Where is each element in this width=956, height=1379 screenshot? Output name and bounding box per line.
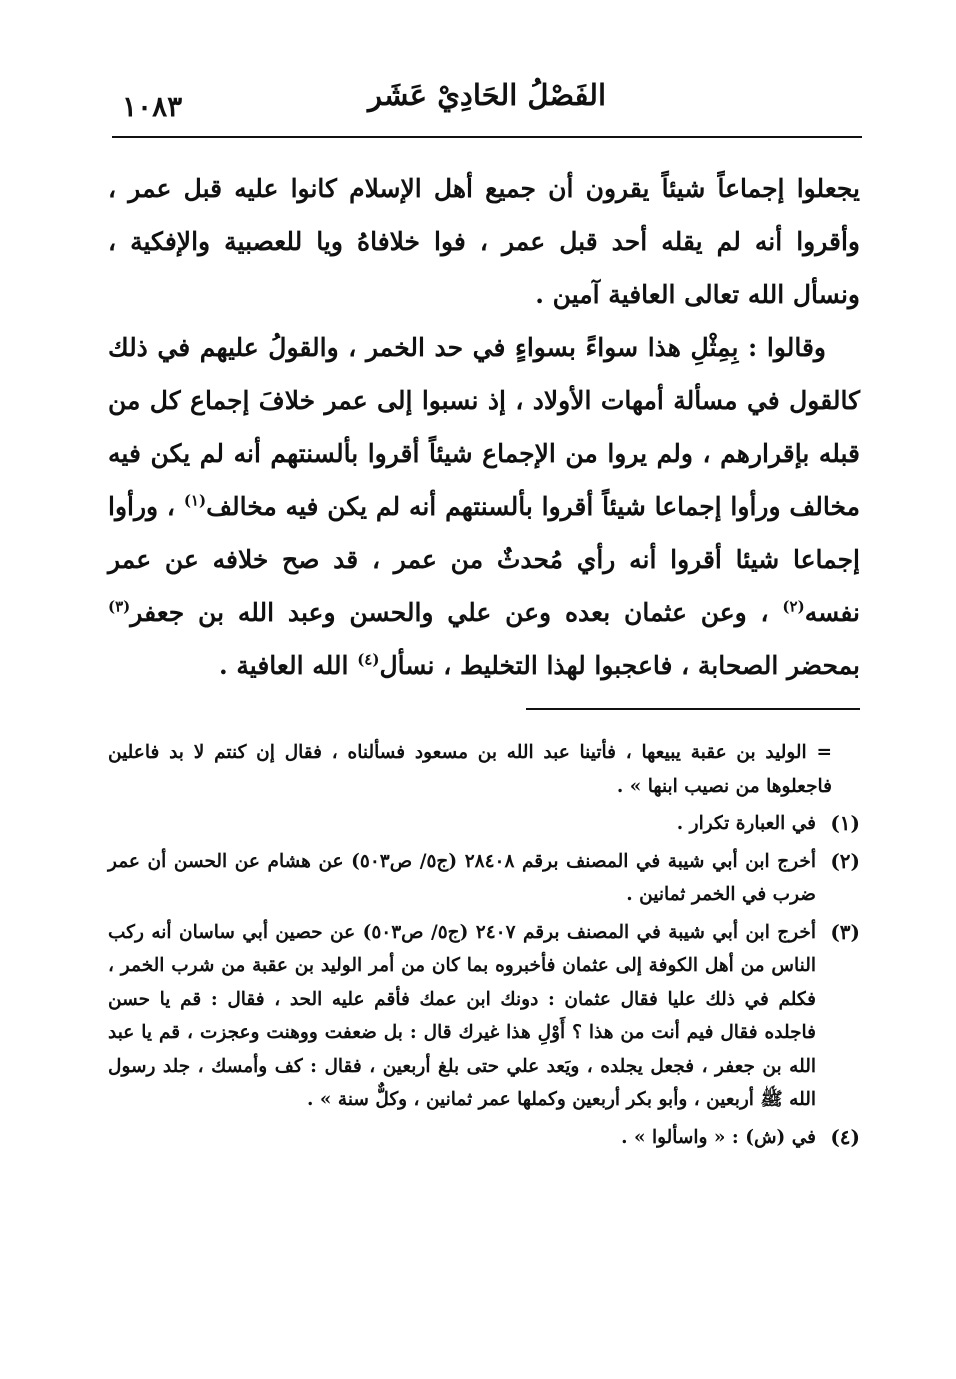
footnote-3 — [108, 916, 860, 1117]
paragraph-2-text-e: الله العافية . — [218, 651, 358, 680]
paragraph-2-text-d: بمحضر الصحابة ، فاعجبوا لهذا التخليط ، نسأل — [379, 651, 860, 680]
footnote-1-text: في العبارة تكرار . — [676, 813, 816, 834]
footnote-4 — [108, 1121, 860, 1155]
footnote-2-text: أخرج ابن أبي شيبة في المصنف برقم ٢٨٤٠٨ (ج٥/ ص٥٠٣) عن هشام عن الحسن أن عمر ضرب في الخمر ثمانين . — [108, 850, 816, 905]
footnote-ref-1[interactable]: (١) — [183, 491, 207, 510]
footnote-3-number: (٣) — [830, 919, 860, 944]
footnote-separator — [526, 708, 860, 710]
footnote-4-text: في (ش) : « واسألوا » . — [621, 1126, 816, 1148]
footnotes — [108, 736, 860, 1158]
footnote-1-number: (١) — [830, 811, 860, 835]
paragraph-2-text-a: وقالوا : بِمِثْلِ هذا سواءً بسواءٍ في حد الخمر ، والقولُ عليهم في ذلك كالقول في مسألة أمهات الأولاد ، إذ نسبوا إلى عمر خلافَ إجماع كل من قبله بإقرارهم ، ولم يروا من الإجماع شيئاً أقروا بألسنتهم أنه لم يكن فيه مخالف ورأوا إجماعا شيئاً أقروا بألسنتهم أنه لم يكن فيه مخالف — [108, 333, 860, 521]
footnote-continuation-text: = الوليد بن عقبة يبيعها ، فأتينا عبد الله بن مسعود فسألناه ، فقال إن كنتم لا بد فاعلين فاجعلوها من نصيب ابنها » . — [108, 742, 832, 797]
page-number: ١٠٨٣ — [122, 90, 183, 123]
paragraph-2-text-c: ، وعن عثمان بعده وعن علي والحسن وعبد الله بن جعفر — [130, 598, 783, 627]
paragraph-2 — [108, 321, 860, 692]
footnote-ref-3[interactable]: (٣) — [108, 597, 131, 616]
main-text — [108, 162, 860, 692]
footnote-continuation — [108, 736, 860, 803]
page-header — [112, 76, 862, 138]
paragraph-1: يجعلوا إجماعاً شيئاً يقرون أن جميع أهل الإسلام كانوا عليه قبل عمر ، وأقروا أنه لم يقله أحد قبل عمر ، فوا خلافاهُ ويا للعصبية والإفكية ، ونسأل الله تعالى العافية آمين . — [108, 174, 860, 309]
chapter-title: الفَصْلُ الحَادِيْ عَشَر — [367, 78, 607, 112]
footnote-ref-4[interactable]: (٤) — [357, 650, 380, 669]
footnote-2-number: (٢) — [830, 848, 860, 873]
footnote-2 — [108, 845, 860, 912]
footnote-ref-2[interactable]: (٢) — [782, 597, 805, 616]
footnote-3-text: أخرج ابن أبي شيبة في المصنف برقم ٢٤٠٧ (ج٥/ ص٥٠٣) عن حصين أبي ساسان أنه ركب الناس من أهل الكوفة إلى عثمان فأخبروه بما كان من أمر الوليد بن عقبة من شرب الخمر ، فكلم في ذلك عليا فقال عثمان : دونك ابن عمك فأقم عليه الحد ، فقال : قم يا حسن فاجلده فقال فيم أنت من هذا ؟ أَوْلِ هذا غيرك قال : بل ضعفت ووهنت وعجزت ، قم يا عبد الله بن جعفر ، فجعل يجلده ، ويَعد علي حتى بلغ أربعين ، فقال : كف وأمسك ، جلد رسول الله ﷺ أربعين ، وأبو بكر أربعين وكملها عمر ثمانين ، وكلٌّ سنة » . — [108, 921, 816, 1110]
footnote-1 — [108, 807, 860, 841]
paragraph-2-text-b: ، ورأوا إجماعا شيئا أقروا أنه رأي مُحدثٌ من عمر ، قد صح خلافه عن عمر نفسه — [108, 492, 860, 627]
footnote-4-number: (٤) — [830, 1124, 860, 1149]
